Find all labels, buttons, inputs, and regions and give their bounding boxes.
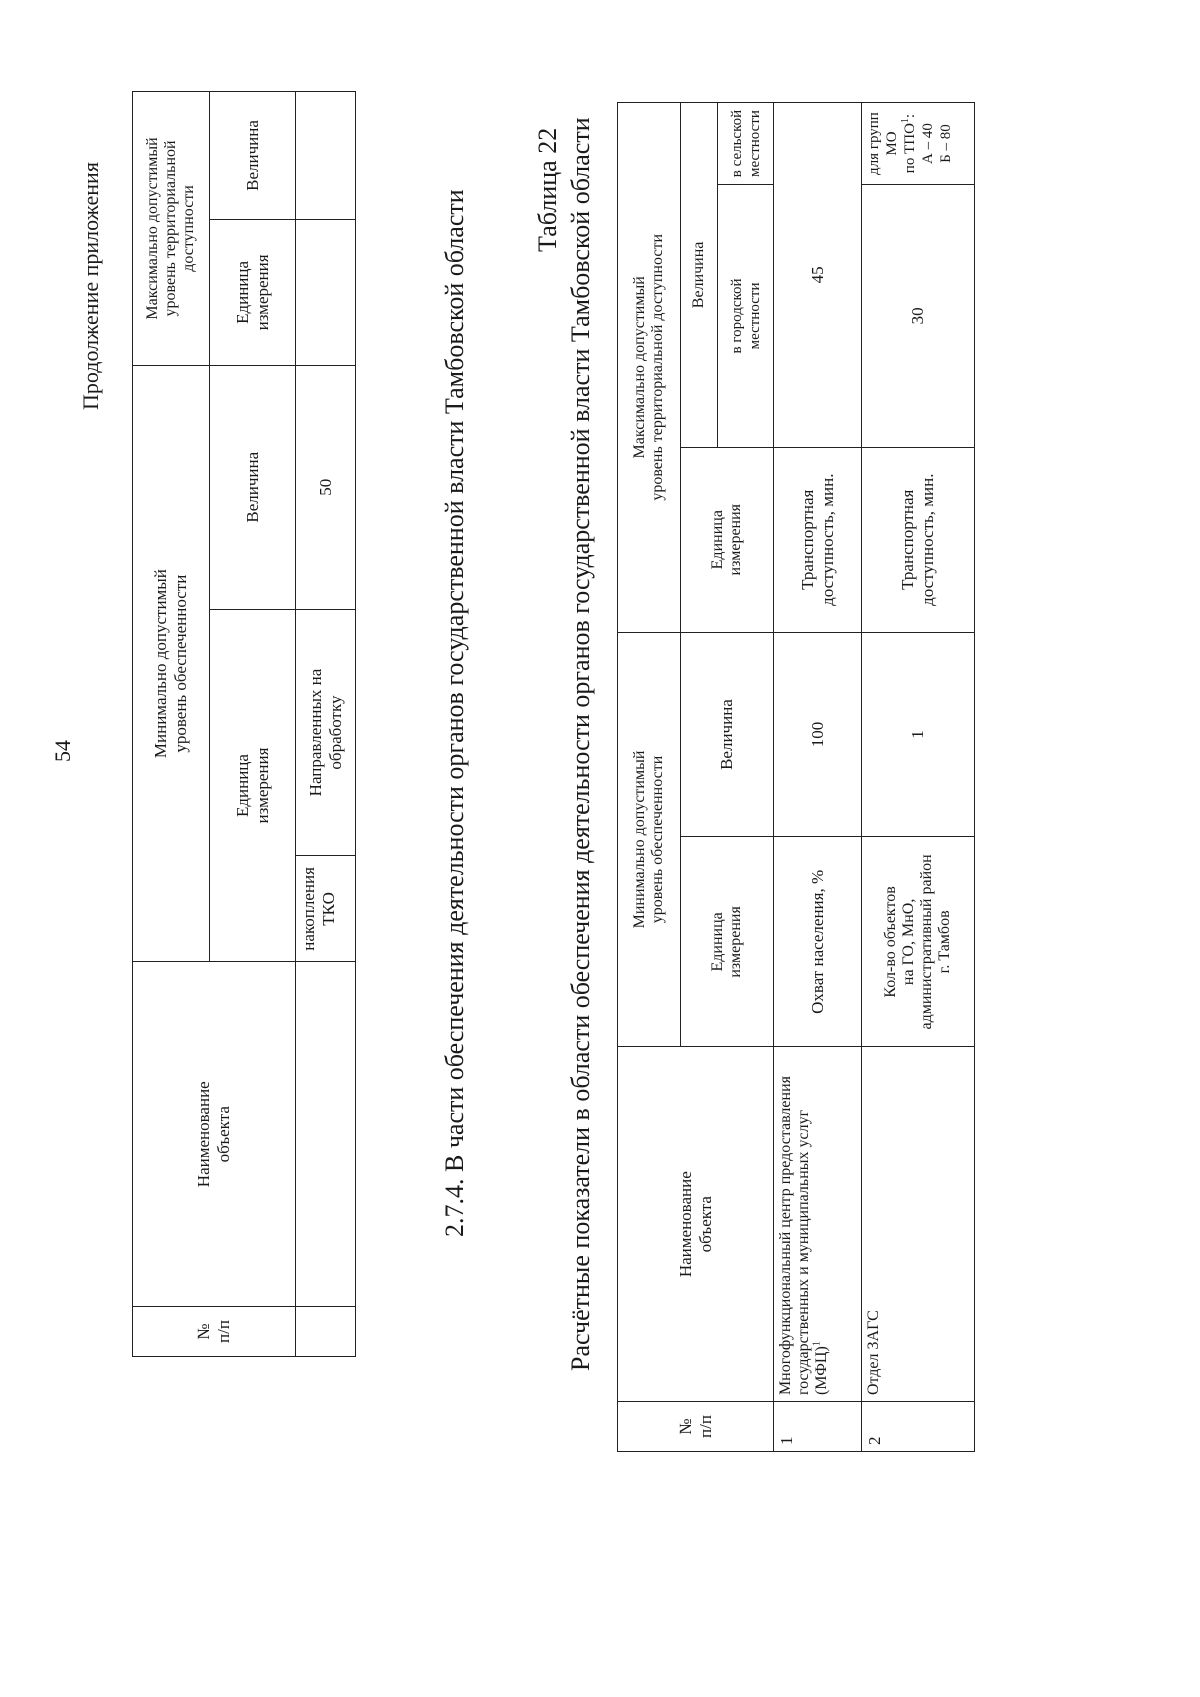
th-value: Величина	[210, 365, 296, 609]
row2-urban-value: 30	[862, 185, 975, 448]
row1-merged-value: 45	[774, 103, 862, 448]
cell-min-value: 50	[296, 365, 356, 609]
footnote-marker: 1	[900, 118, 911, 124]
th-value-group: Величина	[681, 103, 718, 448]
th-urban: в городской местности	[718, 185, 774, 448]
th-max-unit: Единица измерения	[681, 447, 774, 632]
table-row	[862, 103, 975, 1452]
th-min-value: Величина	[681, 632, 774, 837]
th-min-level: Минимально допустимый уровень обеспеченности	[618, 632, 681, 1047]
cell-unit-b: Направленных на обработку	[296, 609, 356, 856]
page-number: 54	[50, 740, 75, 762]
th-max-value: Величина	[210, 92, 296, 220]
cell-max-unit	[296, 219, 356, 365]
row1-name: Многофункциональный центр предоставления государственных и муниципальных услуг (МФЦ)$^1$	[774, 1047, 862, 1402]
row1-num: 1	[774, 1402, 862, 1452]
row2-rural-value: для групп МО по ТПО$^1$: А – 40 Б – 80	[862, 103, 975, 185]
table-label: Таблица 22	[533, 127, 562, 252]
row2-name: Отдел ЗАГС	[862, 1047, 975, 1402]
th-num: № п/п	[133, 1307, 296, 1357]
table-row	[774, 103, 862, 1452]
row1-max-unit: Транспортная доступность, мин.	[774, 447, 862, 632]
table-caption: Расчётные показатели в области обеспечения деятельности органов государственной власти Тамбовской области	[566, 117, 595, 1371]
th-max-level: Максимально допустимый уровень территориальной доступности	[133, 92, 210, 366]
row2-num: 2	[862, 1402, 975, 1452]
row2-max-unit: Транспортная доступность, мин.	[862, 447, 975, 632]
th-unit: Единица измерения	[210, 609, 296, 962]
th-max-unit: Единица измерения	[210, 219, 296, 365]
table-main	[617, 102, 975, 1452]
row1-min-unit: Охват населения, %	[774, 837, 862, 1047]
th-name: Наименование объекта	[133, 962, 296, 1307]
row2-min-value: 1	[862, 632, 975, 837]
th-name: Наименование объекта	[618, 1047, 774, 1402]
row1-min-value: 100	[774, 632, 862, 837]
th-rural: в сельской местности	[718, 103, 774, 185]
table-top	[132, 91, 356, 1357]
th-num: № п/п	[618, 1402, 774, 1452]
cell-unit-a: накопления ТКО	[296, 856, 356, 962]
section-heading: 2.7.4. В части обеспечения деятельности органов государственной власти Тамбовской области	[440, 189, 469, 1237]
footnote-marker: 1	[811, 1341, 823, 1347]
running-header: Продолжение приложения	[78, 162, 103, 410]
th-min-level: Минимально допустимый уровень обеспеченности	[133, 365, 210, 962]
th-min-unit: Единица измерения	[681, 837, 774, 1047]
row2-min-unit: Кол-во объектов на ГО, МнО, административный район г. Тамбов	[862, 837, 975, 1047]
cell-num	[296, 1307, 356, 1357]
cell-max-value	[296, 92, 356, 220]
cell-name	[296, 962, 356, 1307]
th-max-level: Максимально допустимый уровень территориальной доступности	[618, 103, 681, 633]
